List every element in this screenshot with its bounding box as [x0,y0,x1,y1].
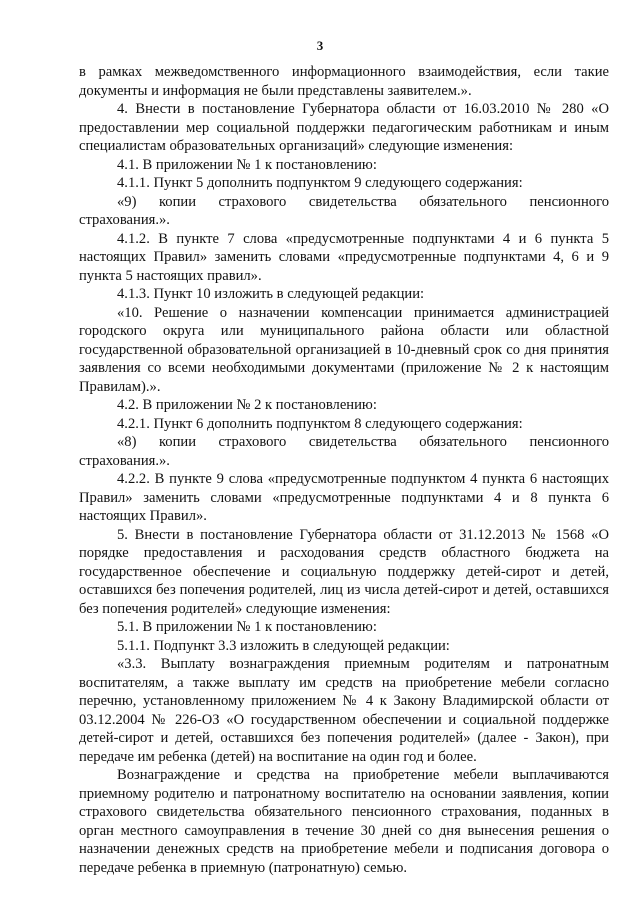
paragraph: «3.3. Выплату вознаграждения приемным родителям и патронатным воспитателям, а также выплату им средств на приобретение мебели согласно перечню, установленному приложением № 4 к Закону Владимирской области от 03.12.2004 № 226-ОЗ «О государственном обеспечении и социальной поддержке детей-сирот и детей, оставшихся без попечения родителей» (далее - Закон), при передаче им ребенка (детей) на воспитание на один год и более. [79,656,609,765]
paragraph: 4.2. В приложении № 2 к постановлению: [117,397,377,413]
paragraph: 4. Внести в постановление Губернатора области от 16.03.2010 № 280 «О предоставлении мер социальной поддержки педагогическим работникам и иным специалистам образовательных организаций» следующие изменения: [79,101,609,154]
paragraph: 5.1. В приложении № 1 к постановлению: [117,619,377,635]
paragraph: 4.1.2. В пункте 7 слова «предусмотренные подпунктами 4 и 6 пункта 5 настоящих Правил» заменить словами «предусмотренные подпунктами 4, 6 и 9 пункта 5 настоящих правил». [79,230,609,284]
paragraph: 4.1.3. Пункт 10 изложить в следующей редакции: [117,286,425,302]
paragraph: 5. Внести в постановление Губернатора области от 31.12.2013 № 1568 «О порядке предоставления и расходования средств областного бюджета на государственное обеспечение и социальную поддержку детей-сирот и детей, оставшихся без попечения родителей, лиц из числа детей-сирот и детей, оставшихся без попечения родителей» следующие изменения: [79,526,609,617]
page-number: 3 [316,38,324,53]
paragraph: Вознаграждение и средства на приобретение мебели выплачиваются приемному родителю и патронатному воспитателю на основании заявления, копии страхового свидетельства обязательного пенсионного страхования, поданных в орган местного самоуправления в течение 30 дней со дня вынесения решения о назначении денежных средств на приобретение мебели и подписания договора о передаче ребенка в приемную (патронатную) семью. [79,767,609,876]
paragraph: 4.2.2. В пункте 9 слова «предусмотренные подпунктом 4 пункта 6 настоящих Правил» заменить словами «предусмотренные подпунктами 4 и 8 пункта 6 настоящих Правил». [79,471,609,524]
document-body [79,63,609,877]
paragraph: 5.1.1. Подпункт 3.3 изложить в следующей редакции: [117,637,450,654]
paragraph: «9) копии страхового свидетельства обязательного пенсионного страхования.». [79,193,609,228]
paragraph: 4.1. В приложении № 1 к постановлению: [117,156,377,173]
paragraph: «10. Решение о назначении компенсации принимается администрацией городского округа или муниципального района области или областной государственной образовательной организацией в 10-дневный срок со дня принятия заявления со всеми необходимыми документами (приложение № 2 к настоящим Правилам).». [79,304,609,395]
paragraph: 4.2.1. Пункт 6 дополнить подпунктом 8 следующего содержания: [117,415,523,432]
paragraph: в рамках межведомственного информационного взаимодействия, если такие документы и информация не были представлены заявителем.». [79,64,609,99]
paragraph: 4.1.1. Пункт 5 дополнить подпунктом 9 следующего содержания: [117,175,523,191]
paragraph: «8) копии страхового свидетельства обязательного пенсионного страхования.». [79,434,609,469]
